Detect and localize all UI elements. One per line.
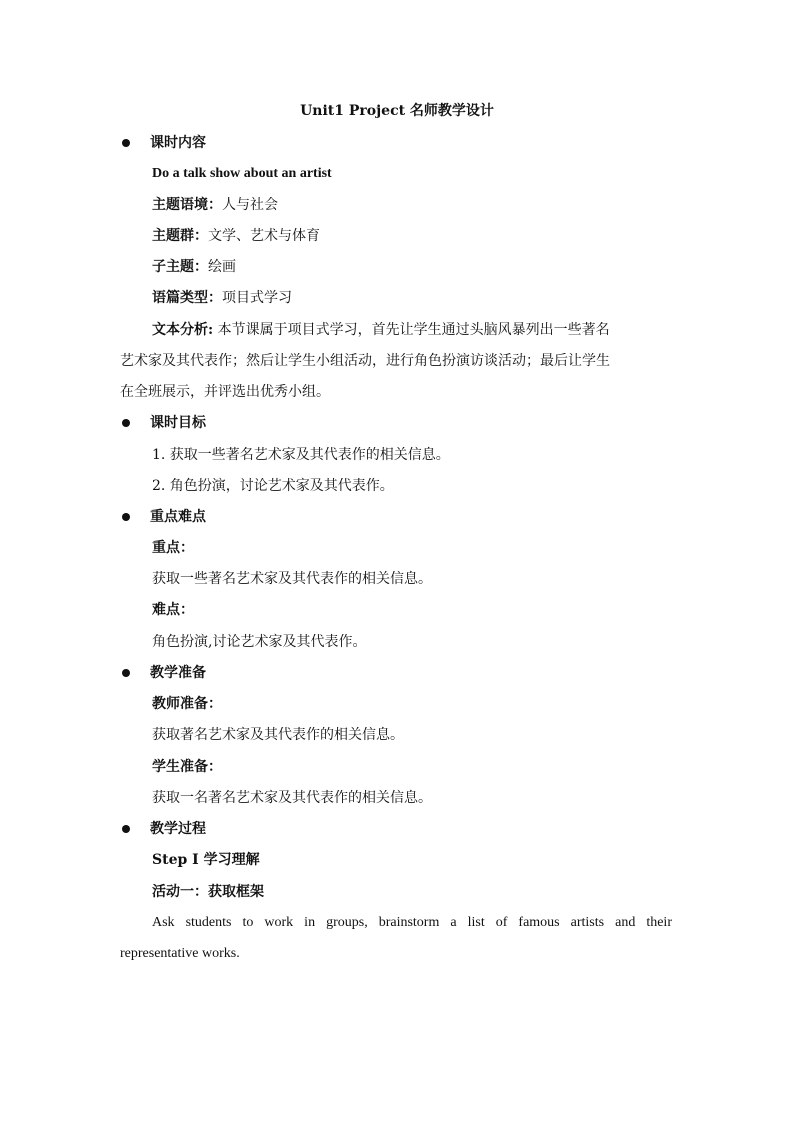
bullet-icon: [122, 419, 130, 427]
activity-heading: 活动一：获取框架: [152, 884, 264, 900]
step-heading: Step I 学习理解: [152, 852, 260, 868]
key-point-label: 重点：: [152, 540, 194, 556]
analysis-line-1: [152, 320, 610, 340]
bullet-icon: [122, 825, 130, 833]
difficulty-label: 难点：: [152, 602, 194, 618]
theme-context-label: 主题语境：: [152, 197, 222, 213]
document-title: Unit1 Project 名师教学设计: [300, 103, 494, 119]
bullet-icon: [122, 669, 130, 677]
text-type-value: 项目式学习: [222, 290, 292, 306]
bullet-icon: [122, 513, 130, 521]
analysis-label: 文本分析:: [152, 322, 214, 338]
teacher-prep-label: 教师准备：: [152, 696, 222, 712]
section-heading-keypoints: 重点难点: [150, 509, 206, 525]
difficulty-text: 角色扮演,讨论艺术家及其代表作。: [152, 634, 367, 650]
student-prep-text: 获取一名著名艺术家及其代表作的相关信息。: [152, 790, 432, 806]
theme-context-value: 人与社会: [222, 197, 278, 213]
teacher-prep-text: 获取著名艺术家及其代表作的相关信息。: [152, 727, 404, 743]
activity-paragraph-line-2: representative works.: [120, 946, 240, 961]
text-type-line: [152, 288, 292, 308]
theme-context-line: [152, 195, 278, 215]
goal-item-1: 1. 获取一些著名艺术家及其代表作的相关信息。: [152, 447, 450, 463]
goal-item-2: 2. 角色扮演，讨论艺术家及其代表作。: [152, 478, 394, 494]
sub-theme-label: 子主题：: [152, 259, 208, 275]
analysis-text-1: 本节课属于项目式学习，首先让学生通过头脑风暴列出一些著名: [213, 322, 610, 338]
text-type-label: 语篇类型：: [152, 290, 222, 306]
sub-theme-line: [152, 257, 236, 277]
key-point-text: 获取一些著名艺术家及其代表作的相关信息。: [152, 571, 432, 587]
activity-paragraph-line-1: Ask students to work in groups, brainstorm a list of famous artists and their: [152, 915, 672, 930]
section-heading-process: 教学过程: [150, 821, 206, 837]
lesson-subtitle: Do a talk show about an artist: [152, 166, 332, 181]
section-heading-preparation: 教学准备: [150, 665, 206, 681]
student-prep-label: 学生准备：: [152, 759, 222, 775]
section-heading-goals: 课时目标: [150, 415, 206, 431]
analysis-line-2: 艺术家及其代表作；然后让学生小组活动，进行角色扮演访谈活动；最后让学生: [120, 353, 610, 369]
analysis-line-3: 在全班展示，并评选出优秀小组。: [120, 384, 330, 400]
theme-group-value: 文学、艺术与体育: [208, 228, 320, 244]
theme-group-label: 主题群：: [152, 228, 208, 244]
theme-group-line: [152, 226, 320, 246]
sub-theme-value: 绘画: [208, 259, 236, 275]
bullet-icon: [122, 139, 130, 147]
section-heading-content: 课时内容: [150, 135, 206, 151]
